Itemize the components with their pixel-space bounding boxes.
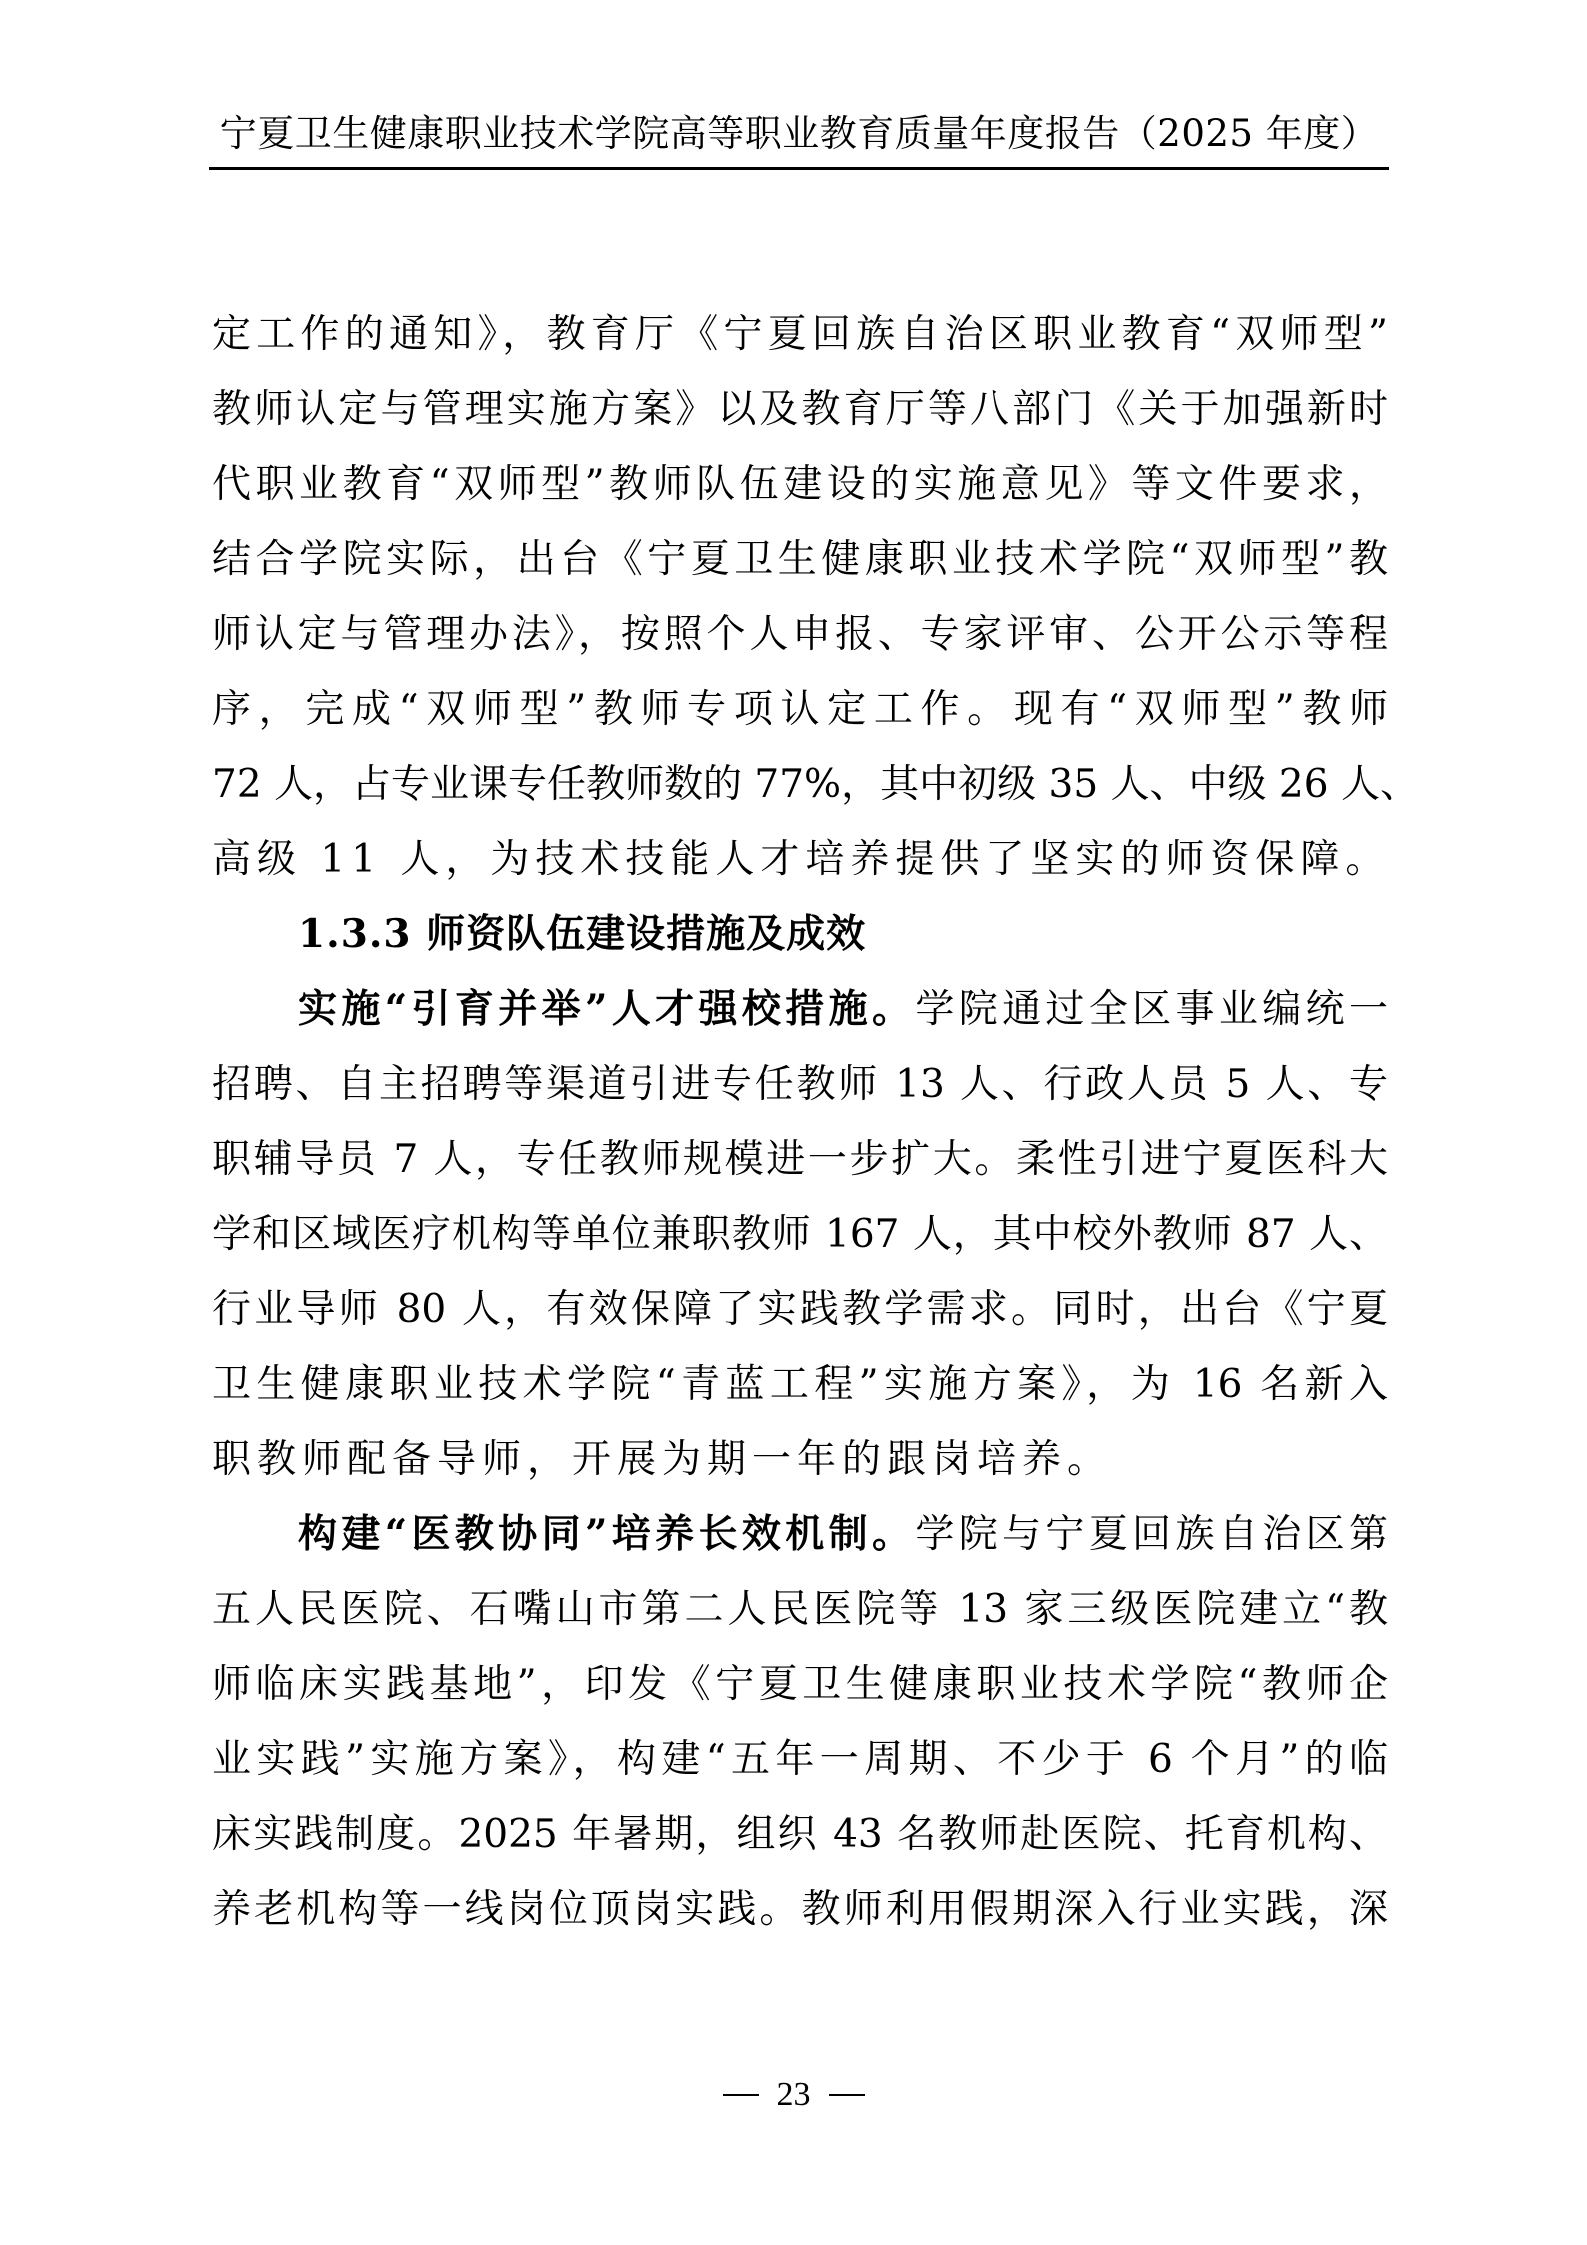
text-line: 职辅导员 7 人，专任教师规模进一步扩大。柔性引进宁夏医科大 (212, 1137, 1388, 1182)
text-line: 五人民医院、石嘴山市第二人民医院等 13 家三级医院建立“教 (212, 1587, 1388, 1632)
text-line-first (212, 1497, 1388, 1572)
paragraph-lead-rest: 学院与宁夏回族自治区第 (915, 1512, 1388, 1557)
paragraph-lead-rest: 学院通过全区事业编统一 (915, 987, 1388, 1032)
page-number-dash-left (723, 2094, 759, 2096)
paragraph-lead-bold: 构建“医教协同”培养长效机制。 (298, 1511, 916, 1557)
text-line: 业实践”实施方案》，构建“五年一周期、不少于 6 个月”的临 (212, 1737, 1388, 1782)
text-line-first (212, 972, 1388, 1047)
paragraph-double-qualified-teachers (212, 297, 1419, 897)
text-line: 高级 11 人，为技术技能人才培养提供了坚实的师资保障。 (212, 837, 1391, 882)
text-line: 学和区域医疗机构等单位兼职教师 167 人，其中校外教师 87 人、 (212, 1212, 1388, 1257)
text-line: 招聘、自主招聘等渠道引进专任教师 13 人、行政人员 5 人、专 (212, 1062, 1388, 1107)
text-line: 定工作的通知》，教育厅《宁夏回族自治区职业教育“双师型” (212, 312, 1388, 357)
text-line: 72 人，占专业课专任教师数的 77%，其中初级 35 人、中级 26 人、 (212, 762, 1419, 807)
text-line: 养老机构等一线岗位顶岗实践。教师利用假期深入行业实践，深 (212, 1887, 1388, 1932)
paragraph-lead-bold: 实施“引育并举”人才强校措施。 (298, 986, 916, 1032)
document-body (212, 297, 1419, 1947)
running-header-title: 宁夏卫生健康职业技术学院高等职业教育质量年度报告（2025 年度） (219, 112, 1379, 155)
text-line: 代职业教育“双师型”教师队伍建设的实施意见》等文件要求， (212, 462, 1388, 507)
page-number-value: 23 (776, 2076, 811, 2113)
text-line: 序，完成“双师型”教师专项认定工作。现有“双师型”教师 (212, 687, 1388, 732)
text-line: 职教师配备导师，开展为期一年的跟岗培养。 (212, 1437, 1113, 1482)
text-line: 行业导师 80 人，有效保障了实践教学需求。同时，出台《宁夏 (212, 1287, 1388, 1332)
page-number-dash-right (829, 2094, 865, 2096)
page-number (0, 2070, 1587, 2120)
paragraph-medical-education-collaboration (212, 1497, 1388, 1947)
text-line: 床实践制度。2025 年暑期，组织 43 名教师赴医院、托育机构、 (212, 1812, 1388, 1857)
text-line: 师认定与管理办法》，按照个人申报、专家评审、公开公示等程 (212, 612, 1388, 657)
text-line: 师临床实践基地”，印发《宁夏卫生健康职业技术学院“教师企 (212, 1662, 1388, 1707)
paragraph-talent-recruitment (212, 972, 1388, 1497)
text-line: 卫生健康职业技术学院“青蓝工程”实施方案》，为 16 名新入 (212, 1362, 1388, 1407)
text-line: 教师认定与管理实施方案》以及教育厅等八部门《关于加强新时 (212, 387, 1388, 432)
section-heading: 1.3.3 师资队伍建设措施及成效 (298, 911, 867, 957)
header-divider (209, 167, 1389, 170)
text-line: 结合学院实际，出台《宁夏卫生健康职业技术学院“双师型”教 (212, 537, 1388, 582)
